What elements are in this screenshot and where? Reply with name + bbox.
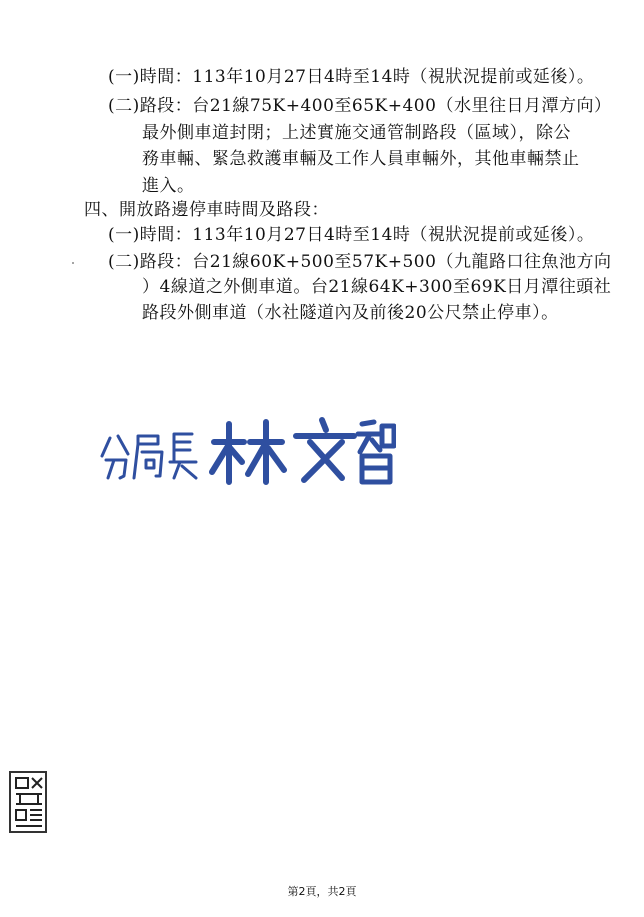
sec3-road-line-1: (二)路段：台21線75K+400至65K+400（水里往日月潭方向） [108,96,612,116]
signature-stamp [96,412,396,490]
sec3-time-line: (一)時間：113年10月27日4時至14時（視狀況提前或延後）。 [108,67,595,87]
scan-speck [72,262,74,264]
sec4-time-line: (一)時間：113年10月27日4時至14時（視狀況提前或延後）。 [108,225,595,245]
sec3-road-line-4: 進入。 [142,176,195,196]
sec4-road-line-3: 路段外側車道（水社隧道內及前後20公尺禁止停車）。 [142,303,559,323]
sec3-road-line-3: 務車輛、緊急救護車輛及工作人員車輛外，其他車輛禁止 [142,149,580,169]
page-number: 第2頁，共2頁 [287,885,357,898]
sec4-road-line-2: ）4線道之外側車道。台21線64K+300至69K日月潭往頭社 [142,277,612,297]
official-seal [8,770,48,834]
sec4-heading: 四、開放路邊停車時間及路段： [84,200,329,220]
sec3-road-line-2: 最外側車道封閉；上述實施交通管制路段（區域），除公 [142,123,571,143]
sec4-road-line-1: (二)路段：台21線60K+500至57K+500（九龍路口往魚池方向 [108,252,612,272]
